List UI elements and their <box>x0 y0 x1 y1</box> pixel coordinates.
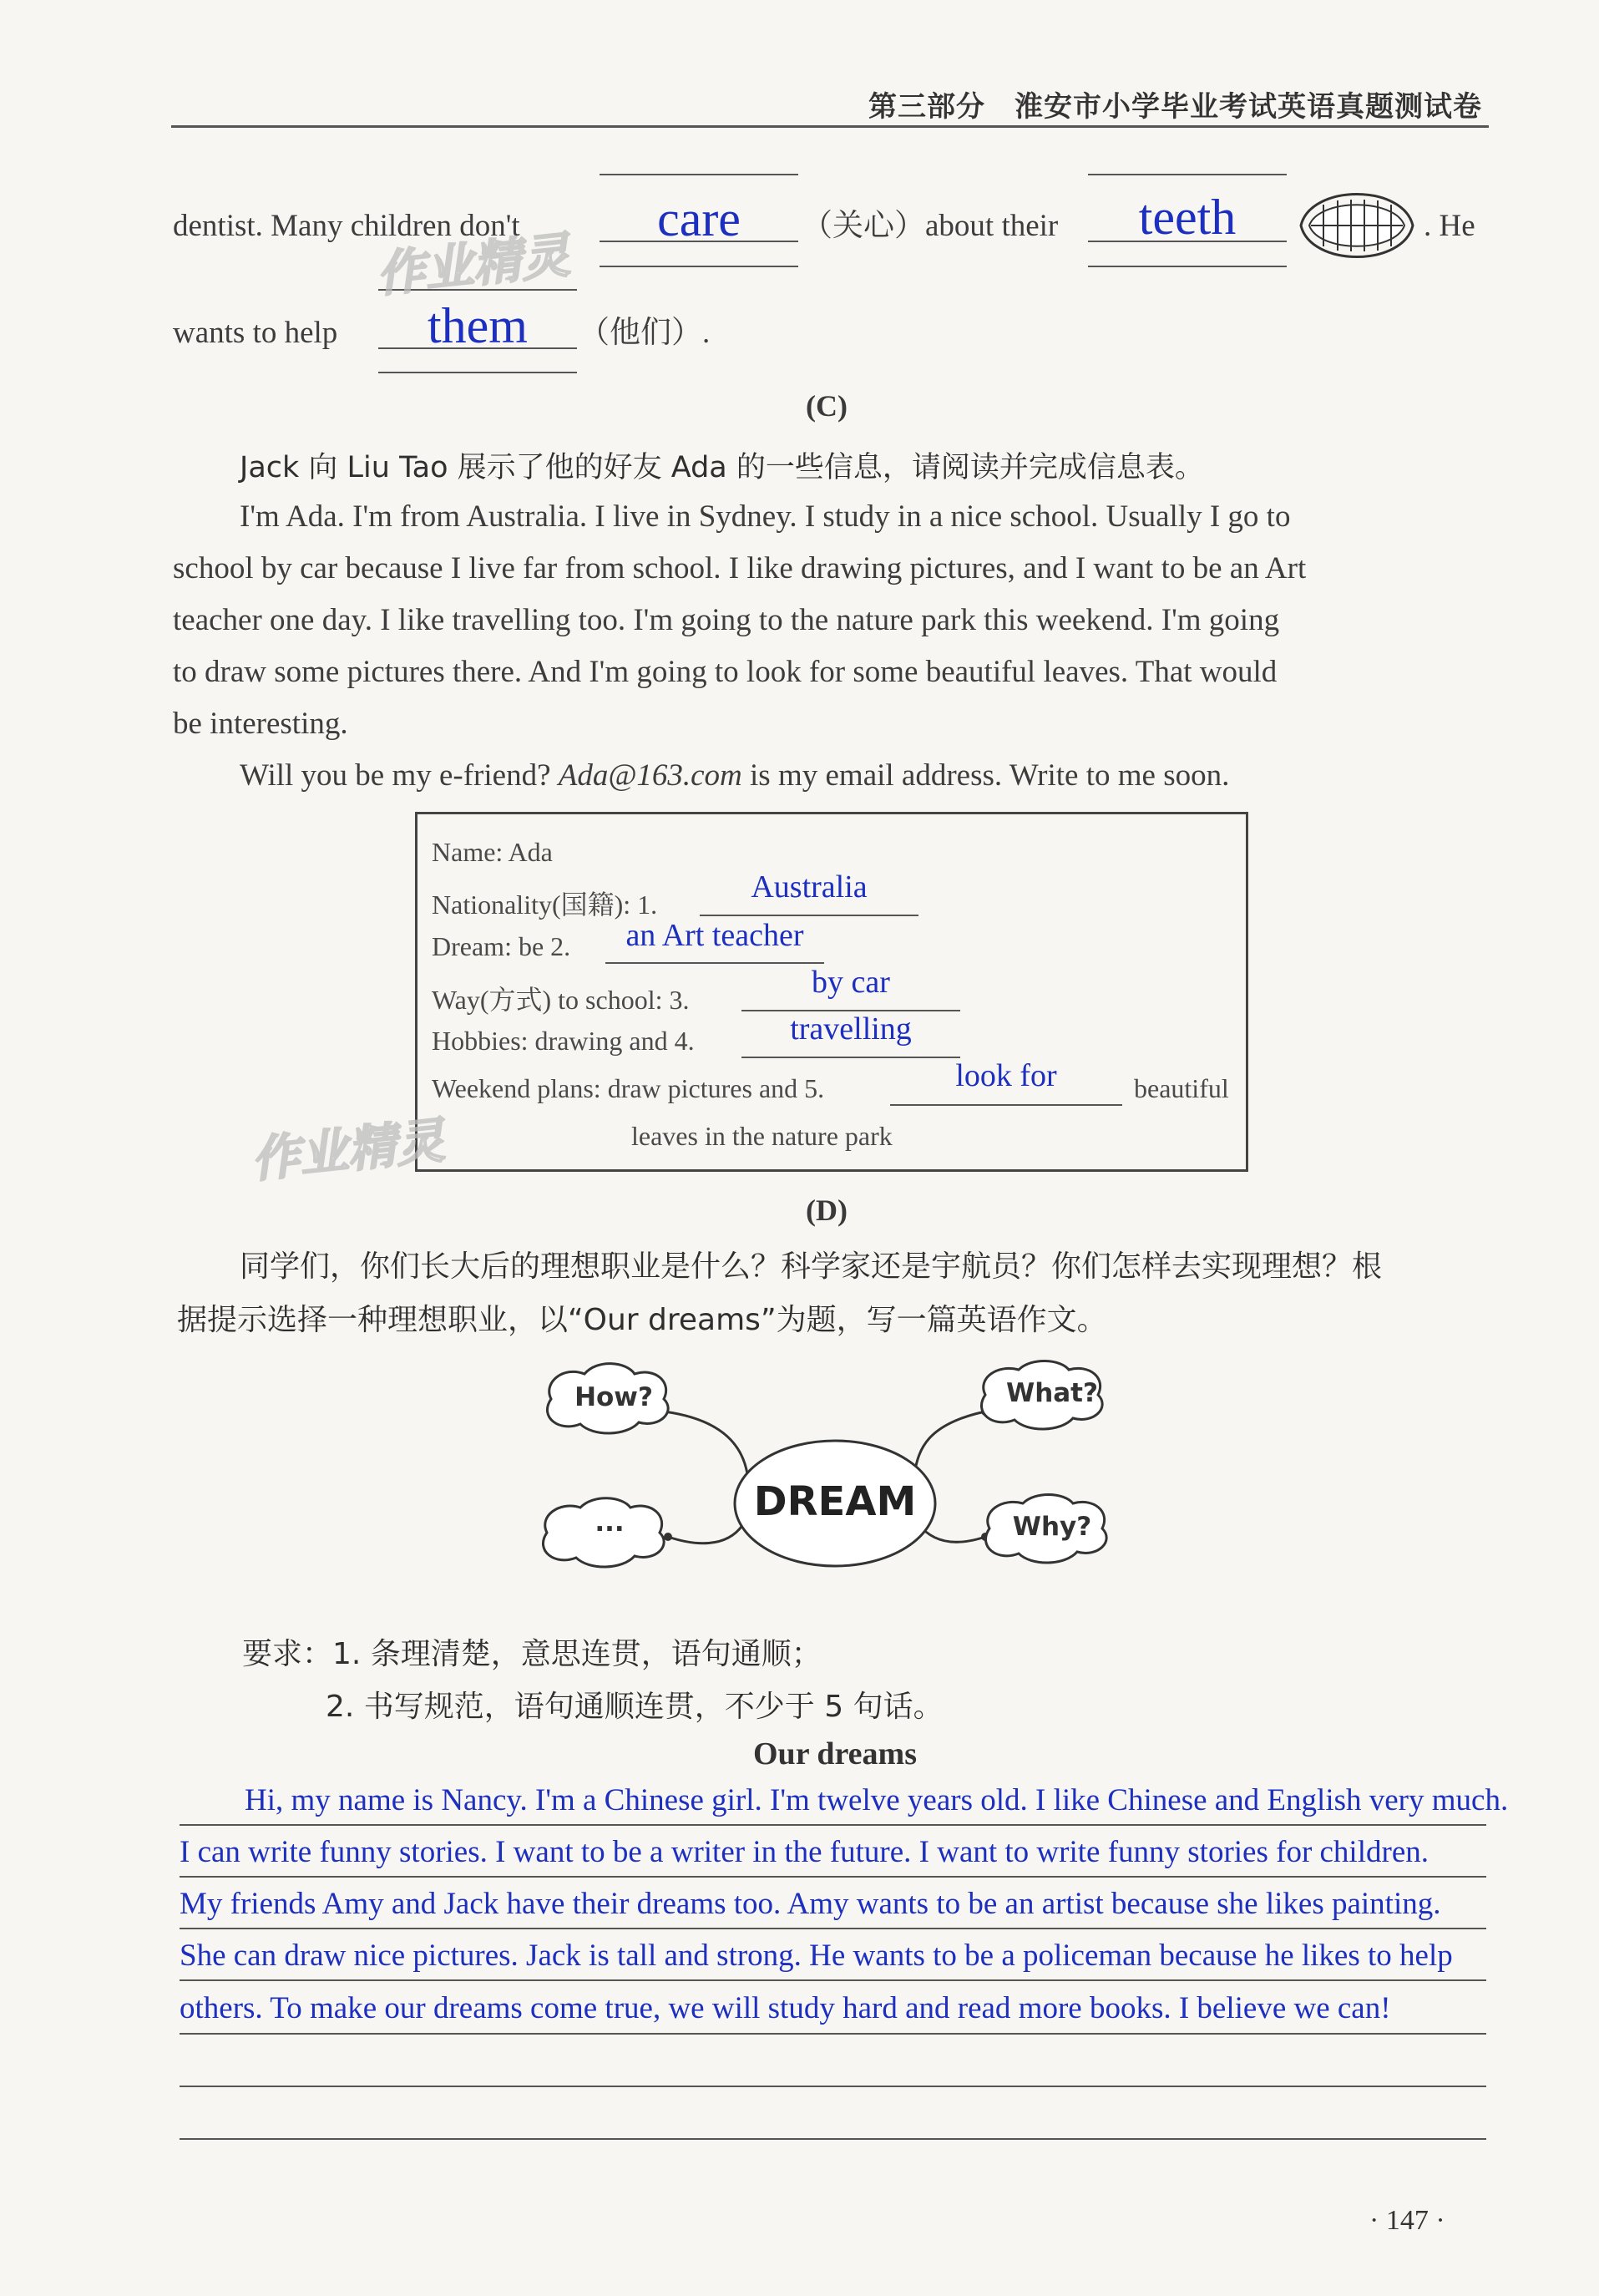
answer-them: them <box>428 298 528 353</box>
blank-nationality <box>700 915 918 916</box>
mindmap-what: What? <box>1006 1378 1098 1408</box>
essay-rule-2 <box>180 1876 1486 1878</box>
essay-line-3: My friends Amy and Jack have their dreams too. Amy wants to be an artist because she likes painting. <box>180 1887 1441 1921</box>
line1-mid: （关心）about their <box>802 209 1059 243</box>
info-dream-label: Dream: be 2. <box>432 931 571 961</box>
info-hobbies-label: Hobbies: drawing and 4. <box>432 1026 695 1056</box>
requirement-2: 2. 书写规范，语句通顺连贯，不少于 5 句话。 <box>326 1690 944 1724</box>
essay-rule-4 <box>180 1979 1486 1981</box>
para2-start: Will you be my e-friend? <box>240 758 551 793</box>
para1-line2: school by car because I live far from school. I like drawing pictures, and I want to be an Art <box>173 551 1307 585</box>
info-name: Name: Ada <box>432 837 553 867</box>
info-weekend-tail: beautiful <box>1134 1073 1229 1103</box>
mindmap-more: ... <box>595 1508 625 1538</box>
answer-way: by car <box>812 965 890 1000</box>
info-nationality-label: Nationality(国籍): 1. <box>432 890 658 920</box>
line1-start: dentist. Many children don't <box>173 209 520 243</box>
requirement-1: 要求：1. 条理清楚，意思连贯，语句通顺； <box>242 1637 822 1671</box>
essay-title: Our dreams <box>753 1736 917 1771</box>
info-weekend-line2: leaves in the nature park <box>631 1121 893 1151</box>
info-weekend-label: Weekend plans: draw pictures and 5. <box>432 1073 825 1103</box>
para1-line5: be interesting. <box>173 707 348 741</box>
blank-care-top <box>600 174 798 175</box>
blank-teeth-top <box>1088 174 1287 175</box>
answer-nationality: Australia <box>751 869 868 905</box>
para1-line4: to draw some pictures there. And I'm going to look for some beautiful leaves. That would <box>173 655 1278 689</box>
info-way-label: Way(方式) to school: 3. <box>432 985 690 1015</box>
essay-rule-3 <box>180 1928 1486 1929</box>
essay-rule-5 <box>180 2033 1486 2035</box>
para2 <box>240 750 1229 802</box>
section-d-instruction-2: 据提示选择一种理想职业，以“Our dreams”为题，写一篇英语作文。 <box>177 1303 1107 1337</box>
header-rule <box>171 125 1489 128</box>
section-c-instruction: Jack 向 Liu Tao 展示了他的好友 Ada 的一些信息，请阅读并完成信息表。 <box>240 451 1204 484</box>
section-c-heading: (C) <box>806 389 848 423</box>
mindmap-how: How? <box>574 1382 653 1412</box>
watermark-top: 作业精灵 <box>373 226 573 303</box>
answer-teeth: teeth <box>1138 190 1237 245</box>
blank-weekend <box>890 1104 1122 1106</box>
essay-line-2: I can write funny stories. I want to be a writer in the future. I want to write funny stories for children. <box>180 1835 1429 1869</box>
blank-them-bottom <box>378 372 577 373</box>
essay-line-4: She can draw nice pictures. Jack is tall and strong. He wants to be a policeman because he likes to help <box>180 1939 1453 1973</box>
para2-end: is my email address. Write to me soon. <box>750 758 1230 793</box>
para1-line3: teacher one day. I like travelling too. I'm going to the nature park this weekend. I'm going <box>173 603 1280 637</box>
answer-weekend: look for <box>955 1058 1057 1093</box>
line2-end: （他们）. <box>579 316 711 350</box>
essay-rule-7 <box>180 2138 1486 2140</box>
mindmap-why: Why? <box>1012 1512 1092 1542</box>
section-d-instruction-1: 同学们，你们长大后的理想职业是什么？科学家还是宇航员？你们怎样去实现理想？根 <box>240 1249 1383 1284</box>
line2-start: wants to help <box>173 316 338 350</box>
answer-hobbies: travelling <box>790 1011 912 1047</box>
section-d-heading: (D) <box>806 1194 848 1227</box>
email-address: Ada@163.com <box>558 758 742 793</box>
watermark-middle: 作业精灵 <box>248 1112 448 1189</box>
para1-line1: I'm Ada. I'm from Australia. I live in Sydney. I study in a nice school. Usually I go to <box>240 499 1291 534</box>
blank-teeth-bottom <box>1088 266 1287 267</box>
answer-dream: an Art teacher <box>625 918 804 953</box>
mindmap-center: DREAM <box>753 1478 917 1525</box>
essay-line-5: others. To make our dreams come true, we will study hard and read more books. I believe we can! <box>180 1991 1391 2025</box>
answer-care: care <box>657 191 741 246</box>
line1-end: . He <box>1424 209 1475 243</box>
essay-rule-6 <box>180 2086 1486 2087</box>
page-number: · 147 · <box>1369 2205 1445 2236</box>
teeth-icon <box>1294 180 1419 271</box>
header-title: 第三部分 淮安市小学毕业考试英语真题测试卷 <box>868 90 1482 124</box>
blank-care-bottom <box>600 266 798 267</box>
essay-line-1: Hi, my name is Nancy. I'm a Chinese girl. I'm twelve years old. I like Chinese and English very much. <box>245 1783 1509 1817</box>
essay-rule-1 <box>180 1824 1486 1826</box>
